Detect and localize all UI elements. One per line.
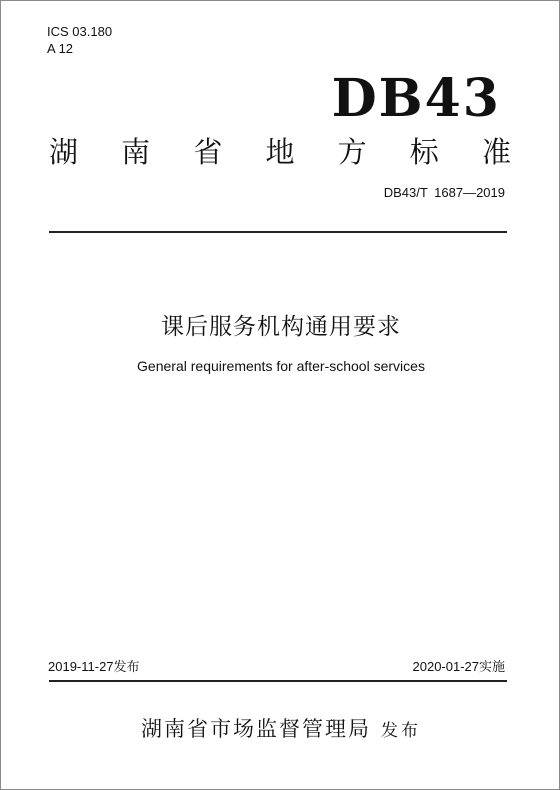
issue-date: 2019-11-27发布 [48,659,140,674]
standard-type-char: 方 [337,135,367,169]
ccs-code: A 12 [47,41,74,56]
ics-code: ICS 03.180 [47,24,113,39]
standard-type-char: 准 [481,135,511,169]
bottom-divider [49,680,507,682]
title-chinese: 课后服务机构通用要求 [161,314,401,340]
standard-type-char: 湖 [49,135,79,169]
publisher-suffix: 发布 [381,721,421,741]
standard-type [49,135,511,169]
title-english: General requirements for after-school services [137,358,425,374]
implementation-date: 2020-01-27实施 [412,659,505,674]
top-divider [49,231,507,233]
publisher-name: 湖南省市场监督管理局 [141,717,371,741]
standard-number: DB43/T 1687—2019 [383,185,505,200]
standard-type-char: 南 [121,135,151,169]
publisher [1,713,560,743]
standard-code: DB43 [331,68,501,129]
classification-codes [47,23,112,57]
standard-type-char: 省 [193,135,223,169]
standard-type-char: 标 [409,135,439,169]
standard-type-char: 地 [265,135,295,169]
